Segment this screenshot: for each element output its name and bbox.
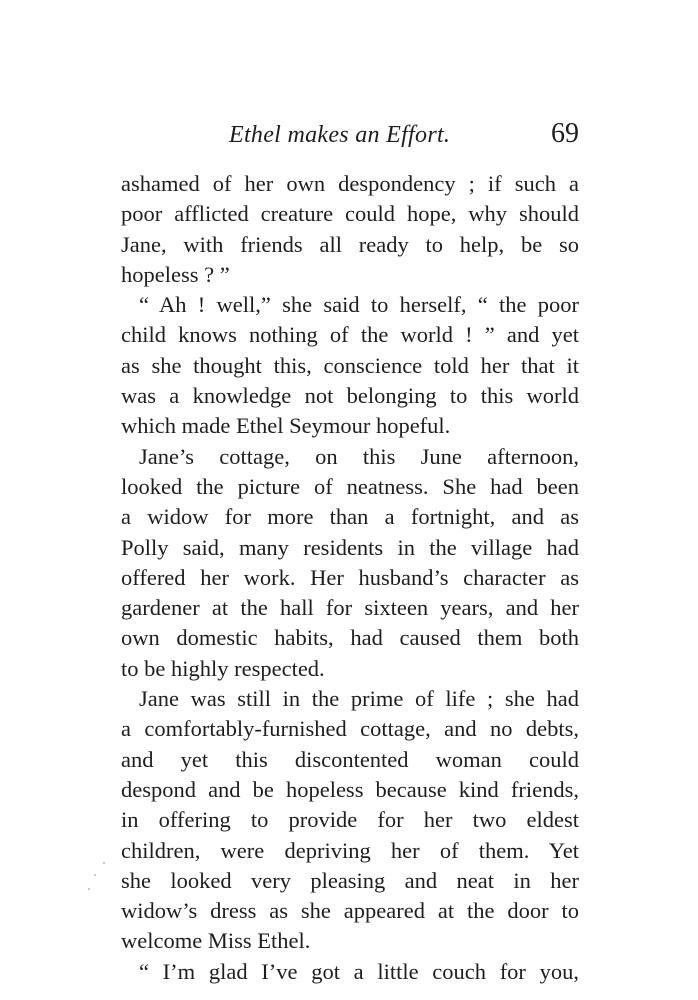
text-line: despond and be hopeless because kind friends, bbox=[121, 776, 579, 802]
text-line: “ I’m glad I’ve got a little couch for you, bbox=[139, 958, 579, 984]
text-line: she looked very pleasing and neat in her bbox=[121, 867, 579, 893]
text-line: looked the picture of neatness. She had been bbox=[121, 473, 579, 499]
text-line: Polly said, many residents in the village had bbox=[121, 534, 579, 560]
text-line: hopeless ? ” bbox=[121, 261, 230, 287]
paper-speck bbox=[94, 874, 96, 876]
text-line: poor afflicted creature could hope, why should bbox=[121, 201, 579, 227]
paper-speck bbox=[103, 862, 105, 864]
text-line: “ Ah ! well,” she said to herself, “ the poor bbox=[139, 292, 579, 318]
running-head bbox=[121, 118, 579, 158]
text-line: child knows nothing of the world ! ” and yet bbox=[121, 322, 579, 348]
text-line: which made Ethel Seymour hopeful. bbox=[121, 413, 451, 439]
text-line: gardener at the hall for sixteen years, and her bbox=[121, 595, 579, 621]
text-line: Jane was still in the prime of life ; she had bbox=[139, 686, 579, 712]
text-line: and yet this discontented woman could bbox=[121, 746, 579, 772]
text-line: was a knowledge not belonging to this world bbox=[121, 383, 579, 409]
text-line: widow’s dress as she appeared at the door to bbox=[121, 898, 579, 924]
running-title: Ethel makes an Effort. bbox=[229, 122, 451, 148]
text-line: a widow for more than a fortnight, and as bbox=[121, 504, 579, 530]
text-line: a comfortably-furnished cottage, and no debts, bbox=[121, 716, 579, 742]
text-line: as she thought this, conscience told her that it bbox=[121, 352, 579, 378]
text-line: in offering to provide for her two eldest bbox=[121, 807, 579, 833]
paper-speck bbox=[88, 888, 90, 890]
page-number: 69 bbox=[551, 118, 579, 149]
text-line: welcome Miss Ethel. bbox=[121, 928, 311, 954]
text-line: ashamed of her own despondency ; if such a bbox=[121, 171, 579, 196]
text-line: offered her work. Her husband’s character as bbox=[121, 564, 579, 590]
text-line: Jane, with friends all ready to help, be so bbox=[121, 231, 579, 257]
body-text bbox=[121, 169, 579, 987]
text-line: to be highly respected. bbox=[121, 655, 325, 681]
text-line: own domestic habits, had caused them both bbox=[121, 625, 579, 651]
text-line: Jane’s cottage, on this June afternoon, bbox=[139, 443, 579, 469]
text-line: children, were depriving her of them. Yet bbox=[121, 837, 579, 863]
